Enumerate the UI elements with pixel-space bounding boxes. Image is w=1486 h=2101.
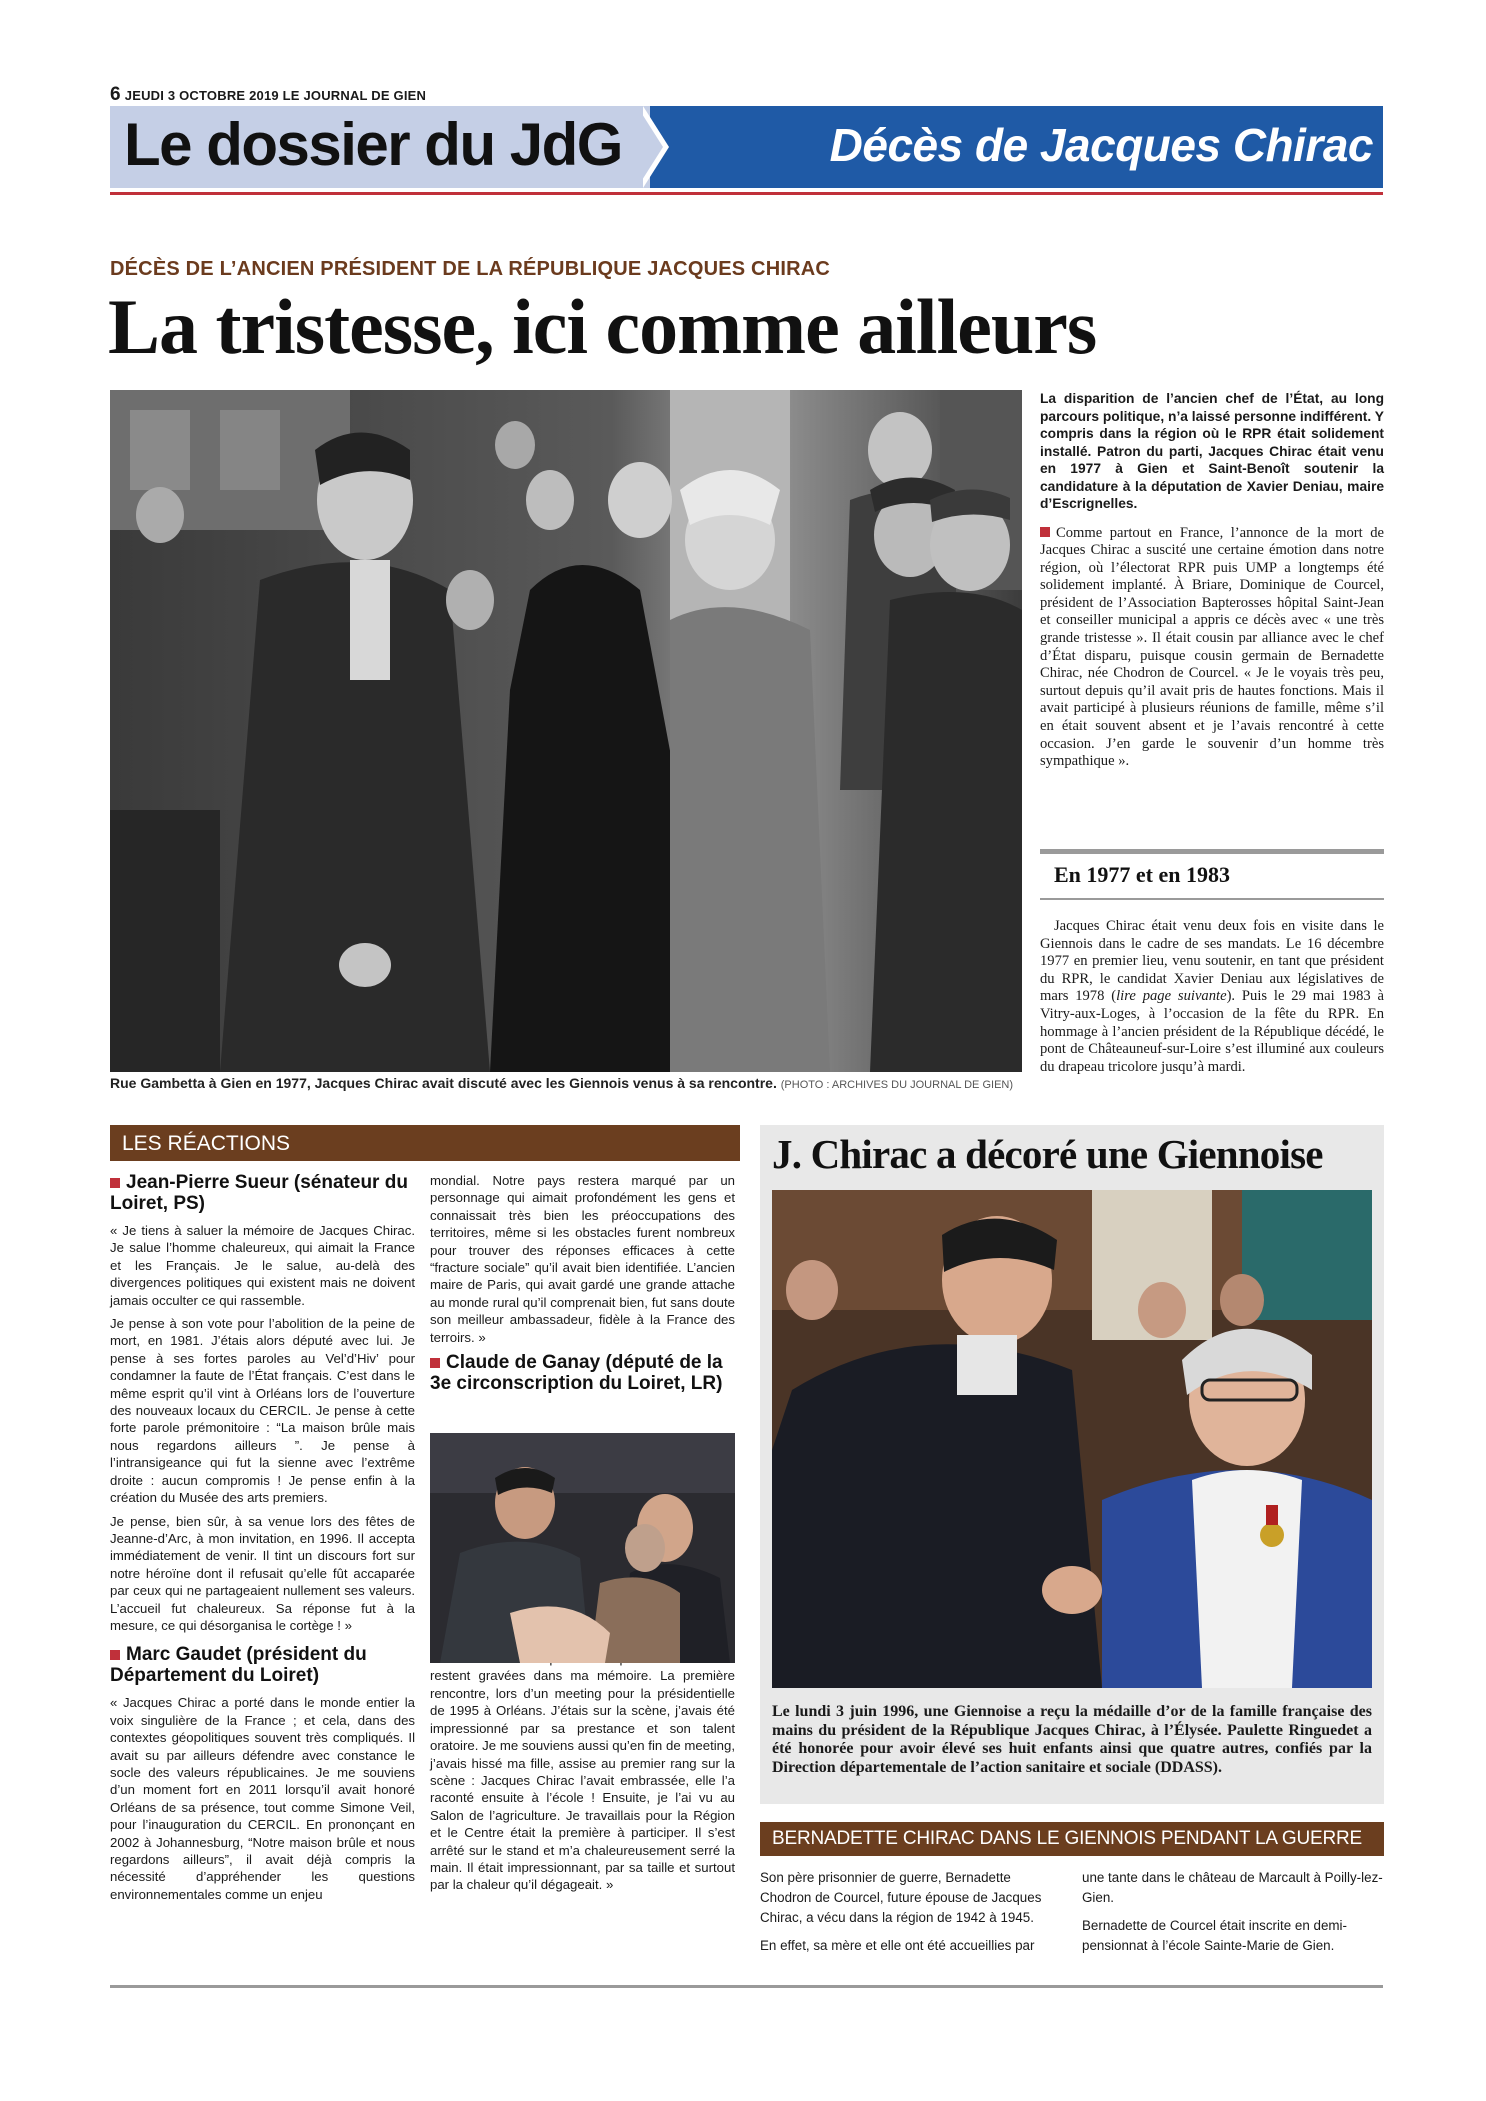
reactions-label: LES RÉACTIONS bbox=[122, 1132, 291, 1155]
reaction-sueur-name: Jean-Pierre Sueur (sénateur du Loiret, PS) bbox=[110, 1172, 408, 1214]
reaction-sueur-p1: « Je tiens à saluer la mémoire de Jacques Chirac. Je salue l’homme chaleureux, qui aimait la France et les Français. Je le salue, au-delà des divergences politiques qui existent mais ne doivent jamais occulter ce qui rassemble. bbox=[110, 1223, 415, 1308]
banner-arrow-fill bbox=[637, 106, 663, 188]
decoration-photo bbox=[772, 1190, 1372, 1688]
paragraph-marker-icon bbox=[110, 1650, 120, 1660]
reaction-ganay-name: Claude de Ganay (député de la 3e circonscription du Loiret, LR) bbox=[430, 1352, 723, 1395]
article-subhead: En 1977 et en 1983 bbox=[1054, 862, 1230, 887]
photo-credit: (PHOTO : ARCHIVES DU JOURNAL DE GIEN) bbox=[780, 1079, 1014, 1091]
banner-left-panel bbox=[110, 106, 650, 188]
article-right-column bbox=[1040, 390, 1384, 771]
article-body-text: Comme partout en France, l’annonce de la mort de Jacques Chirac a suscité une certaine émotion dans notre région, où l’électorat RPR puis UMP a longtemps été solidement implanté. À Briare, Dominique de Courcel, président de l’Association Bapterosses hôpital Saint-Jean et conseiller municipal a appris ce décès avec « une très grande tristesse ». Il était cousin par alliance avec le chef d’État disparu, puisque cousin germain de Bernadette Chirac, née Chodron de Courcel. « Je le voyais très peu, surtout depuis qu’il avait pris de hautes fonctions. Mais il avait participé à plusieurs réunions de famille, même s’il en était souvent absent et je l’avais rencontré à cette occasion. J’en garde le souvenir d’un homme très sympathique ». bbox=[1040, 524, 1384, 770]
ganay-photo bbox=[430, 1433, 735, 1663]
article-body bbox=[1040, 525, 1384, 771]
article-kicker: DÉCÈS DE L’ANCIEN PRÉSIDENT DE LA RÉPUBLIQUE JACQUES CHIRAC bbox=[110, 258, 831, 280]
banner-topic-title: Décès de Jacques Chirac bbox=[829, 119, 1373, 171]
reaction-sueur-p3: Je pense, bien sûr, à sa venue lors des fêtes de Jeanne-d’Arc, à mon invitation, en 1996. Il accepta immédiatement de venir. Il tint un discours fort sur notre héroïne dont il refusait qu’elle fût accaparée par ceux qui ne partageaient nullement ses valeurs. L’accueil fut chaleureux. Sa réponse fut à la mesure, ce qui désorganisa le cortège ! » bbox=[110, 1513, 415, 1633]
subhead-rule-bottom bbox=[1040, 898, 1384, 900]
banner-rule bbox=[110, 192, 1383, 195]
article-chapo: La disparition de l’ancien chef de l’État, au long parcours politique, n’a laissé personne indifférent. Y compris dans la région où le RPR était solidement installé. Patron du parti, Jacques Chirac était venu en 1977 à Gien et Saint-Benoît soutenir la candidature à la députation de Xavier Deniau, maire d’Escrignelles. bbox=[1040, 391, 1384, 511]
paragraph-marker-icon bbox=[110, 1178, 120, 1188]
banner-right-panel bbox=[650, 106, 1383, 188]
body-1977-part-b: ). Puis le 29 mai 1983 à Vitry-aux-Loges, à l’occasion de la fête du RPR. En hommage à l’ancien président de la République décédé, le pont de Châteauneuf-sur-Loire s’est illuminé aux couleurs du drapeau tricolore jusqu’à mardi. bbox=[1040, 988, 1384, 1075]
subhead-rule-top bbox=[1040, 849, 1384, 854]
bottom-rule bbox=[110, 1985, 1383, 1988]
reaction-sueur-p2: Je pense à son vote pour l’abolition de la peine de mort, en 1981. J’étais alors député avec lui. Je pense à ses fortes paroles au Vel’d’Hiv’ pour condamner la faute de l’État français. C’est dans le même esprit qu’il vint à Orléans lors de l’ouverture des nouveaux locaux du CERCIL. Je pense à cette forte parole prémonitoire : “La maison brûle mais nous regardons ailleurs ”. Je pense à l’intransigeance qui fut la sienne avec l’extrême droite : aucun compromis ! Je pense enfin à la création du Musée des arts premiers. bbox=[110, 1316, 415, 1506]
decoration-photo-illustration bbox=[772, 1190, 1372, 1688]
page-number: 6 bbox=[110, 84, 121, 105]
article-headline: La tristesse, ici comme ailleurs bbox=[108, 283, 1097, 370]
bernadette-p4: Bernadette de Courcel était inscrite en demi-pensionnat à l’école Sainte-Marie de Gien. bbox=[1082, 1918, 1347, 1953]
banner-section-title: Le dossier du JdG bbox=[124, 111, 622, 178]
bernadette-column-1 bbox=[760, 1868, 1062, 1964]
decoration-caption: Le lundi 3 juin 1996, une Giennoise a reçu la médaille d’or de la famille française des mains du président de la République Jacques Chirac, à l’Élysée. Paulette Ringuedet a été honorée pour avoir élevé ses huit enfants ainsi que quatre autres, confiés par la Direction départementale de l’action sanitaire et sociale (DDASS). bbox=[772, 1703, 1372, 1776]
paragraph-marker-icon bbox=[430, 1358, 440, 1368]
article-body-1977 bbox=[1040, 918, 1384, 1076]
reaction-gaudet-p2: mondial. Notre pays restera marqué par un personnage qui aimait profondément les gens et connaissait très bien les préoccupations des territoires, même si les obstacles furent nombreux pour trouver des réponses efficaces à cette “fracture sociale” qu’il avait bien identifiée. L’ancien maire de Paris, qui avait gardé une grande attache au monde rural qu’il comprenait bien, fut sans doute son meilleur ambassadeur, fidèle à la France des terroirs. » bbox=[430, 1173, 735, 1345]
reactions-column-1 bbox=[110, 1172, 415, 1909]
ganay-photo-illustration bbox=[430, 1433, 735, 1663]
section-banner bbox=[110, 106, 1383, 188]
bernadette-p3: une tante dans le château de Marcault à Poilly-lez-Gien. bbox=[1082, 1870, 1383, 1905]
reaction-ganay-p1: restent gravées dans ma mémoire. La première rencontre, lors d’un meeting pour la présidentielle de 1995 à Orléans. J’étais sur la scène, j’avais été impressionné par sa prestance et son talent oratoire. Je me souviens aussi qu’en fin de meeting, j’avais hissé ma fille, assise au premier rang sur la scène : Jacques Chirac l’avait embrassée, elle l’a raconté ensuite à l’école ! Ensuite, je l’ai vu au Salon de l’agriculture. Je travaillais pour la Région et le Centre était la première à participer. Il s’est arrêté sur le stand et m’a chaleureusement serré la main. Il était impressionnant, par sa taille et surtout par la chaleur qu’il dégageait. » bbox=[430, 1668, 735, 1893]
main-photo bbox=[110, 390, 1022, 1072]
reaction-gaudet-name: Marc Gaudet (président du Département du Loiret) bbox=[110, 1644, 367, 1687]
body-1977-reference: lire page suivante bbox=[1116, 988, 1227, 1005]
bernadette-p1: Son père prisonnier de guerre, Bernadette Chodron de Courcel, future épouse de Jacques Chirac, a vécu dans la région de 1942 à 1945. bbox=[760, 1870, 1042, 1925]
bernadette-label: BERNADETTE CHIRAC DANS LE GIENNOIS PENDANT LA GUERRE bbox=[772, 1828, 1362, 1849]
main-photo-caption bbox=[110, 1075, 1022, 1091]
bernadette-column-2 bbox=[1082, 1868, 1384, 1964]
paragraph-marker-icon bbox=[1040, 527, 1050, 537]
body-1977-part-a: Jacques Chirac était venu deux fois en visite dans le Giennois dans le cadre de ses mandats. Le 16 décembre 1977 en premier lieu, venu soutenir, en tant que président du RPR, le candidat Xavier Deniau aux législatives de mars 1978 ( bbox=[1040, 918, 1384, 1005]
decoration-title: J. Chirac a décoré une Giennoise bbox=[772, 1131, 1323, 1177]
caption-text: Rue Gambetta à Gien en 1977, Jacques Chirac avait discuté avec les Giennois venus à sa rencontre. bbox=[110, 1075, 777, 1091]
date-line: JEUDI 3 OCTOBRE 2019 LE JOURNAL DE GIEN bbox=[124, 88, 427, 103]
bernadette-p2: En effet, sa mère et elle ont été accueillies par bbox=[760, 1938, 1035, 1953]
folio-line bbox=[110, 84, 426, 106]
reaction-gaudet-p1: « Jacques Chirac a porté dans le monde entier la voix singulière de la France ; et cela, dans des contextes géopolitiques souvent très compliqués. Il avait su par ailleurs défendre avec constance le socle des valeurs républicaines. Je me souviens d’un moment fort en 2011 lorsqu’il avait honoré Orléans de sa présence, tout comme Simone Veil, pour l’inauguration du CERCIL. En prononçant en 2002 à Johannesburg, “Notre maison brûle et nous regardons ailleurs”, il avait déjà compris la nécessité d’appréhender les questions environnementales comme un enjeu bbox=[110, 1695, 415, 1902]
main-photo-illustration bbox=[110, 390, 1022, 1072]
